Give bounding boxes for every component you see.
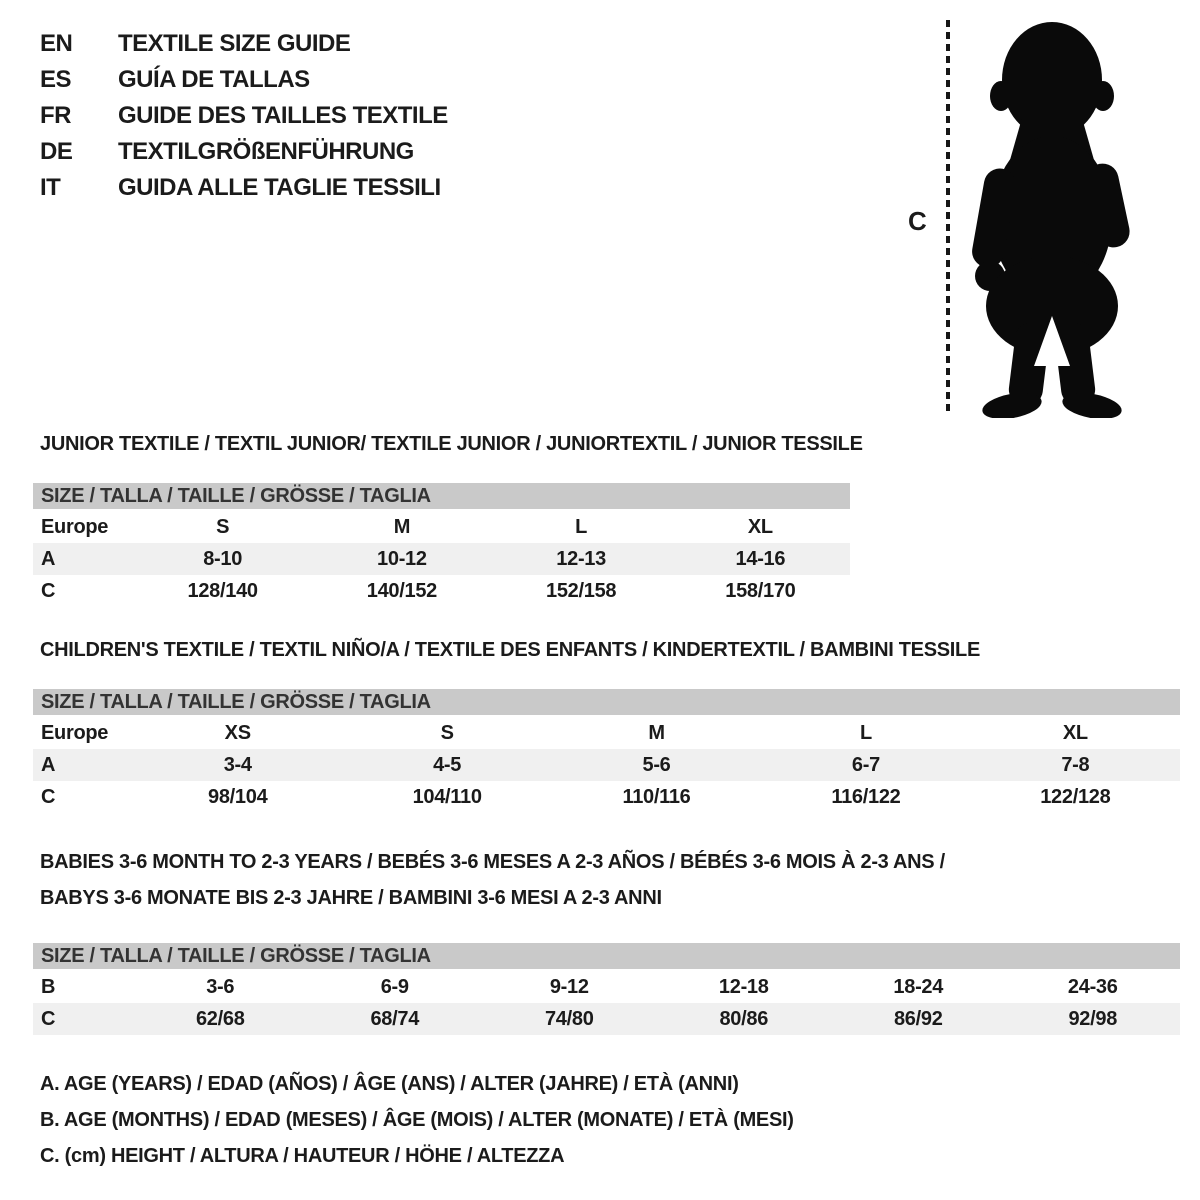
table-row (33, 749, 1180, 781)
section-title-block (33, 432, 1180, 456)
table-cell: 10-12 (377, 547, 427, 570)
table-cell: 140/152 (366, 579, 437, 602)
language-row (40, 170, 448, 206)
size-tables-area (33, 432, 1180, 1035)
section-title-block (33, 844, 1180, 916)
table-cell: 4-5 (433, 753, 462, 776)
table-cell: 3-6 (206, 975, 235, 998)
table-cell: M (648, 721, 665, 744)
table-cell: 128/140 (187, 579, 258, 602)
section-junior (33, 432, 1180, 607)
table-cell: 24-36 (1067, 975, 1118, 998)
row-label: B (41, 975, 56, 998)
table-cell: 68/74 (370, 1007, 420, 1030)
table-row (33, 971, 1180, 1003)
language-label: TEXTILE SIZE GUIDE (118, 30, 351, 57)
table-cell: 86/92 (893, 1007, 943, 1030)
table-cell: XL (1062, 721, 1088, 744)
row-label: C (41, 1007, 56, 1030)
size-table-header: SIZE / TALLA / TAILLE / GRÖSSE / TAGLIA (33, 943, 1180, 971)
table-cell: L (575, 515, 588, 538)
section-title: BABIES 3-6 MONTH TO 2-3 YEARS / BEBÉS 3-6 MESES A 2-3 AÑOS / BÉBÉS 3-6 MOIS À 2-3 ANS / (40, 851, 945, 873)
language-label: GUÍA DE TALLAS (118, 66, 310, 93)
language-code: FR (40, 102, 71, 129)
language-row (40, 134, 448, 170)
height-figure (880, 0, 1170, 430)
row-label: A (41, 547, 56, 570)
size-table (33, 689, 1180, 813)
table-cell: 122/128 (1040, 785, 1111, 808)
table-cell: 158/170 (725, 579, 796, 602)
language-row (40, 62, 448, 98)
table-cell: 152/158 (546, 579, 617, 602)
table-cell: 92/98 (1068, 1007, 1118, 1030)
language-row (40, 26, 448, 62)
legend-line: C. (cm) HEIGHT / ALTURA / HAUTEUR / HÖHE / ALTEZZA (40, 1145, 565, 1167)
table-cell: 62/68 (195, 1007, 245, 1030)
legend-line: B. AGE (MONTHS) / EDAD (MESES) / ÂGE (MOIS) / ALTER (MONATE) / ETÀ (MESI) (40, 1109, 794, 1131)
table-cell: 6-9 (380, 975, 409, 998)
table-cell: 12-18 (718, 975, 769, 998)
table-cell: M (393, 515, 411, 538)
size-table (33, 943, 1180, 1035)
table-cell: S (216, 515, 230, 538)
legend (40, 1066, 794, 1174)
language-row (40, 98, 448, 134)
language-code: IT (40, 174, 61, 201)
size-table-header: SIZE / TALLA / TAILLE / GRÖSSE / TAGLIA (33, 483, 850, 511)
row-label: C (41, 579, 56, 602)
table-row (33, 511, 850, 543)
table-cell: 104/110 (412, 785, 482, 808)
table-cell: XS (224, 721, 251, 744)
table-cell: 3-4 (223, 753, 252, 776)
language-label: GUIDE DES TAILLES TEXTILE (118, 102, 448, 129)
table-cell: 8-10 (203, 547, 243, 570)
table-cell: 12-13 (556, 547, 606, 570)
section-title-block (33, 638, 1180, 662)
table-cell: L (859, 721, 872, 744)
language-list (40, 26, 448, 206)
table-cell: 80/86 (719, 1007, 769, 1030)
table-row (33, 543, 850, 575)
section-title: BABYS 3-6 MONATE BIS 2-3 JAHRE / BAMBINI 3-6 MESI A 2-3 ANNI (40, 887, 662, 909)
table-cell: 9-12 (549, 975, 589, 998)
language-label: GUIDA ALLE TAGLIE TESSILI (118, 174, 441, 201)
language-code: ES (40, 66, 72, 93)
section-babies (33, 844, 1180, 1035)
height-dashed-line (946, 20, 950, 416)
size-table (33, 483, 850, 607)
section-children (33, 638, 1180, 813)
table-cell: 74/80 (544, 1007, 594, 1030)
table-row (33, 1003, 1180, 1035)
row-label: A (41, 753, 56, 776)
height-measure-label: C (908, 206, 927, 236)
table-row (33, 781, 1180, 813)
table-cell: XL (747, 515, 773, 538)
section-title: JUNIOR TEXTILE / TEXTIL JUNIOR/ TEXTILE JUNIOR / JUNIORTEXTIL / JUNIOR TESSILE (40, 433, 863, 455)
row-label: Europe (41, 515, 109, 538)
table-cell: 6-7 (851, 753, 880, 776)
toddler-silhouette-icon (962, 18, 1142, 418)
row-label: Europe (41, 721, 109, 744)
language-code: EN (40, 30, 73, 57)
table-row (33, 575, 850, 607)
size-table-header: SIZE / TALLA / TAILLE / GRÖSSE / TAGLIA (33, 689, 1180, 717)
table-cell: 18-24 (893, 975, 944, 998)
table-cell: 110/116 (622, 785, 691, 808)
legend-line: A. AGE (YEARS) / EDAD (AÑOS) / ÂGE (ANS) / ALTER (JAHRE) / ETÀ (ANNI) (40, 1073, 739, 1095)
language-code: DE (40, 138, 73, 165)
table-cell: 7-8 (1061, 753, 1090, 776)
language-label: TEXTILGRÖßENFÜHRUNG (118, 138, 414, 165)
section-title: CHILDREN'S TEXTILE / TEXTIL NIÑO/A / TEXTILE DES ENFANTS / KINDERTEXTIL / BAMBINI TESSILE (40, 639, 980, 661)
table-cell: 98/104 (208, 785, 268, 808)
row-label: C (41, 785, 56, 808)
table-cell: 5-6 (642, 753, 671, 776)
table-cell: 14-16 (735, 547, 786, 570)
table-cell: 116/122 (831, 785, 901, 808)
table-row (33, 717, 1180, 749)
table-cell: S (440, 721, 454, 744)
